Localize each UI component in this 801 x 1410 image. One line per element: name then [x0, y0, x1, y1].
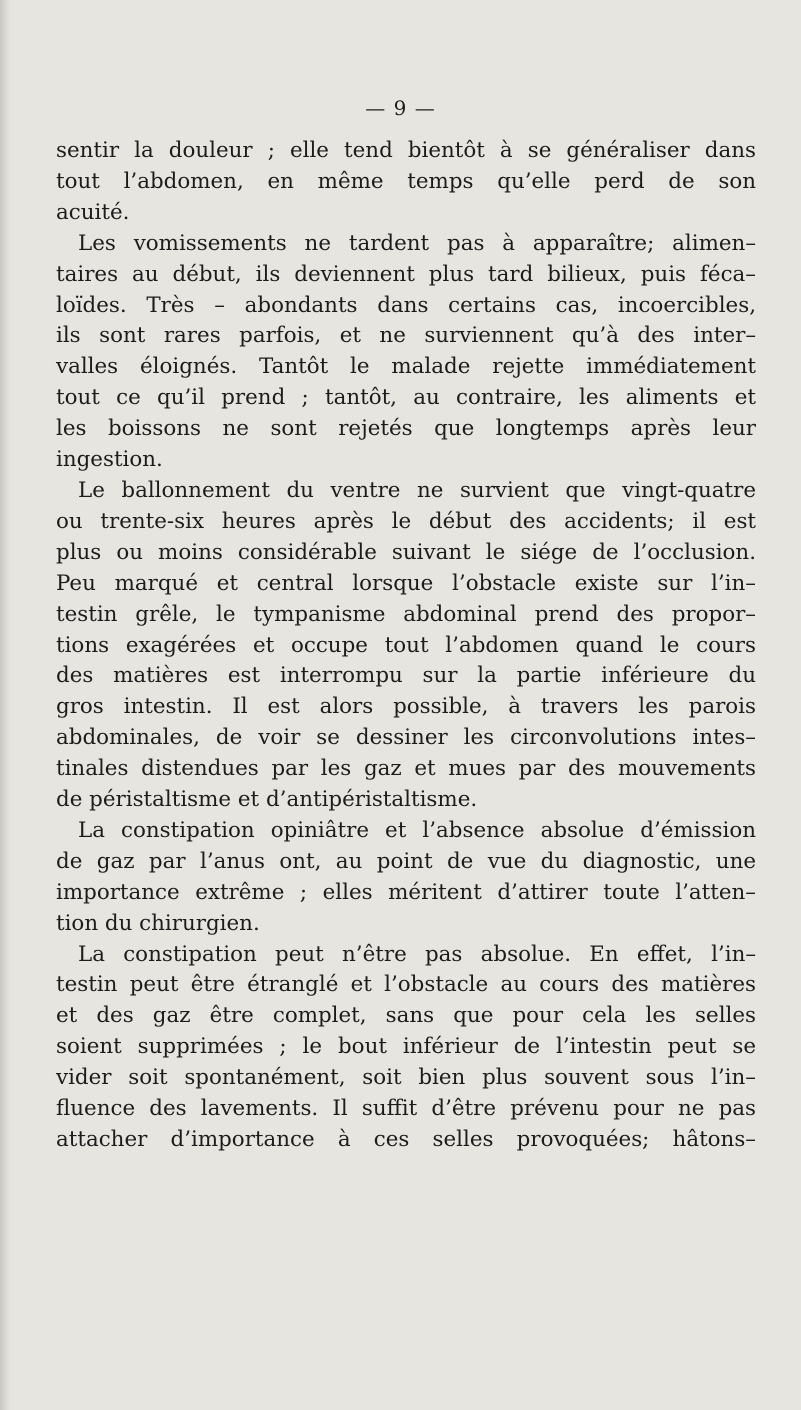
text-line: Les vomissements ne tardent pas à apparaître; alimen–	[78, 230, 757, 256]
text-line: soient supprimées ; le bout inférieur de l’intestin peut se	[56, 1034, 756, 1060]
paragraph	[56, 476, 756, 816]
text-line: importance extrême ; elles méritent d’attirer toute l’atten–	[56, 879, 756, 905]
text-line: testin peut être étranglé et l’obstacle au cours des matières	[56, 972, 756, 998]
paragraph	[56, 816, 756, 940]
page-edge-shadow	[0, 0, 10, 1410]
body-text	[56, 136, 756, 1156]
page-number: — 9 —	[365, 96, 436, 120]
text-line: valles éloignés. Tantôt le malade rejette immédiatement	[56, 354, 757, 380]
text-line: ils sont rares parfois, et ne surviennent qu’à des inter–	[56, 323, 757, 349]
text-line: vider soit spontanément, soit bien plus souvent sous l’in–	[56, 1065, 756, 1091]
text-line: tion du chirurgien.	[56, 910, 260, 936]
text-line: abdominales, de voir se dessiner les circonvolutions intes–	[56, 725, 756, 751]
text-line: tions exagérées et occupe tout l’abdomen quand le cours	[56, 632, 756, 658]
text-line: loïdes. Très – abondants dans certains cas, incoercibles,	[56, 292, 756, 318]
text-line: tinales distendues par les gaz et mues par des mouvements	[56, 756, 756, 782]
text-line: fluence des lavements. Il suffit d’être prévenu pour ne pas	[56, 1096, 757, 1122]
text-line: de gaz par l’anus ont, au point de vue du diagnostic, une	[56, 848, 757, 874]
paragraph	[56, 229, 756, 476]
text-line: Peu marqué et central lorsque l’obstacle existe sur l’in–	[56, 570, 756, 596]
text-line: acuité.	[56, 199, 130, 225]
text-line: plus ou moins considérable suivant le siége de l’occlusion.	[56, 539, 757, 565]
text-line: sentir la douleur ; elle tend bientôt à se généraliser dans	[56, 138, 756, 163]
text-line: les boissons ne sont rejetés que longtemps après leur	[56, 416, 756, 442]
text-line: gros intestin. Il est alors possible, à travers les parois	[56, 694, 756, 720]
paragraph	[56, 136, 756, 229]
text-line: et des gaz être complet, sans que pour cela les selles	[56, 1003, 757, 1029]
text-line: des matières est interrompu sur la partie inférieure du	[56, 663, 756, 689]
text-line: ou trente-six heures après le début des accidents; il est	[56, 508, 757, 534]
text-line: attacher d’importance à ces selles provoquées; hâtons–	[56, 1127, 756, 1152]
text-line: tout l’abdomen, en même temps qu’elle perd de son	[56, 168, 756, 194]
text-line: La constipation opiniâtre et l’absence absolue d’émission	[78, 817, 756, 843]
paragraph	[56, 940, 756, 1156]
text-line: Le ballonnement du ventre ne survient que vingt-quatre	[78, 477, 756, 503]
text-line: taires au début, ils deviennent plus tard bilieux, puis féca–	[56, 261, 756, 287]
text-line: de péristaltisme et d’antipéristaltisme.	[56, 787, 478, 813]
text-line: tout ce qu’il prend ; tantôt, au contraire, les aliments et	[56, 385, 757, 411]
text-line: testin grêle, le tympanisme abdominal prend des propor–	[56, 601, 756, 627]
text-line: ingestion.	[56, 447, 163, 473]
text-line: La constipation peut n’être pas absolue. En effet, l’in–	[78, 941, 757, 967]
